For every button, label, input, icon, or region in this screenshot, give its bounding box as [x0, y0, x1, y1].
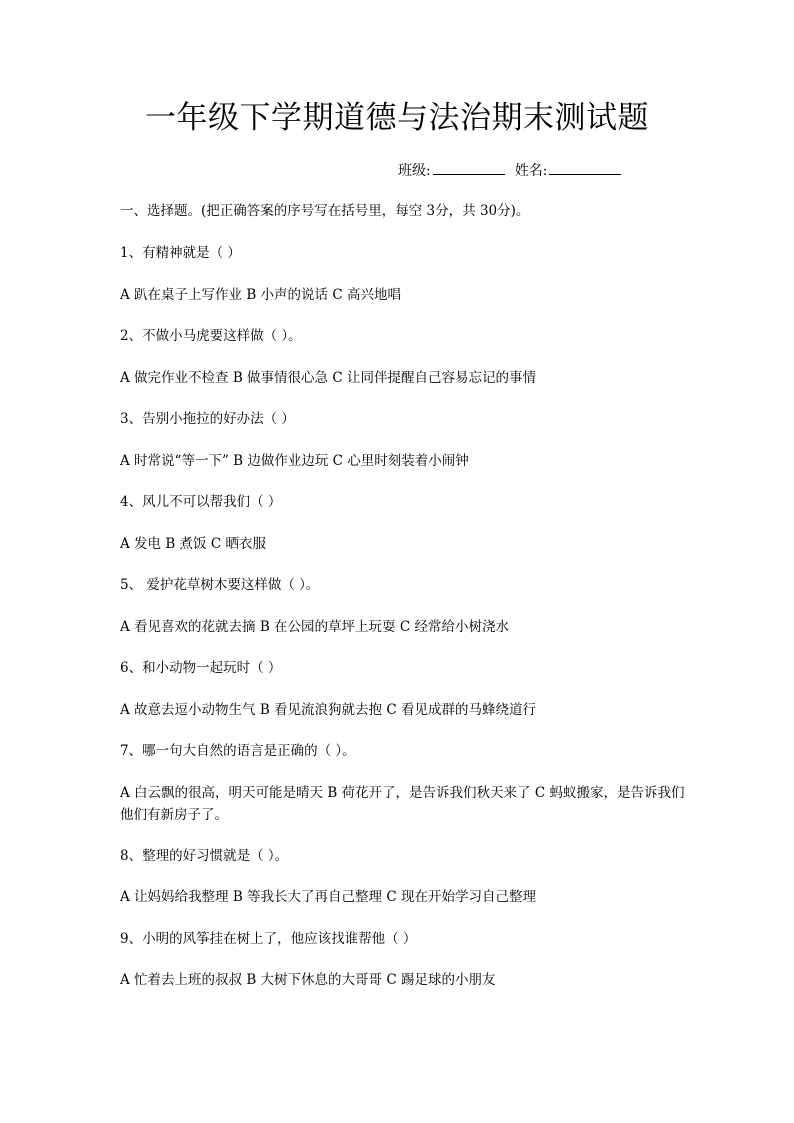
- question-text: 9、小明的风筝挂在树上了，他应该找谁帮他（ ）: [120, 931, 417, 947]
- question-text: 5、 爱护花草树木要这样做（ ）。: [120, 577, 320, 593]
- class-blank-field[interactable]: [433, 160, 505, 175]
- name-blank-field[interactable]: [549, 160, 621, 175]
- page-title: 一年级下学期道德与法治期末测试题: [145, 100, 649, 136]
- question-options: A 趴在桌子上写作业 B 小声的说话 C 高兴地唱: [120, 287, 401, 303]
- question-options: A 发电 B 煮饭 C 晒衣服: [120, 536, 266, 552]
- question-options: A 时常说“等一下” B 边做作业边玩 C 心里时刻装着小闹钟: [120, 453, 469, 469]
- question-text: 4、风儿不可以帮我们（ ）: [120, 494, 282, 510]
- question-text: 1、有精神就是（ ）: [120, 245, 241, 261]
- question-text: 7、哪一句大自然的语言是正确的（ ）。: [120, 743, 356, 759]
- question-text: 8、整理的好习惯就是（ ）。: [120, 848, 289, 864]
- question-options: A 让妈妈给我整理 B 等我长大了再自己整理 C 现在开始学习自己整理: [120, 889, 536, 905]
- question-options: A 忙着去上班的叔叔 B 大树下休息的大哥哥 C 踢足球的小朋友: [120, 972, 496, 988]
- student-info-row: [398, 160, 621, 182]
- question-options: A 故意去逗小动物生气 B 看见流浪狗就去抱 C 看见成群的马蜂绕道行: [120, 702, 536, 718]
- name-label: 姓名:: [514, 163, 548, 179]
- question-options: A 白云飘的很高，明天可能是晴天 B 荷花开了，是告诉我们秋天来了 C 蚂蚁搬家，是告诉我们他们有新房子了。: [120, 785, 685, 823]
- question-text: 3、告别小拖拉的好办法（ ）: [120, 411, 295, 427]
- class-label: 班级:: [398, 163, 431, 179]
- question-text: 6、和小动物一起玩时（ ）: [120, 660, 282, 676]
- question-text: 2、不做小马虎要这样做（ ）。: [120, 328, 302, 344]
- question-options: A 做完作业不检查 B 做事情很心急 C 让同伴提醒自己容易忘记的事情: [120, 370, 536, 386]
- section-heading: 一、选择题。(把正确答案的序号写在括号里，每空 3分，共 30分)。: [120, 203, 530, 219]
- question-options: A 看见喜欢的花就去摘 B 在公园的草坪上玩耍 C 经常给小树浇水: [120, 619, 509, 635]
